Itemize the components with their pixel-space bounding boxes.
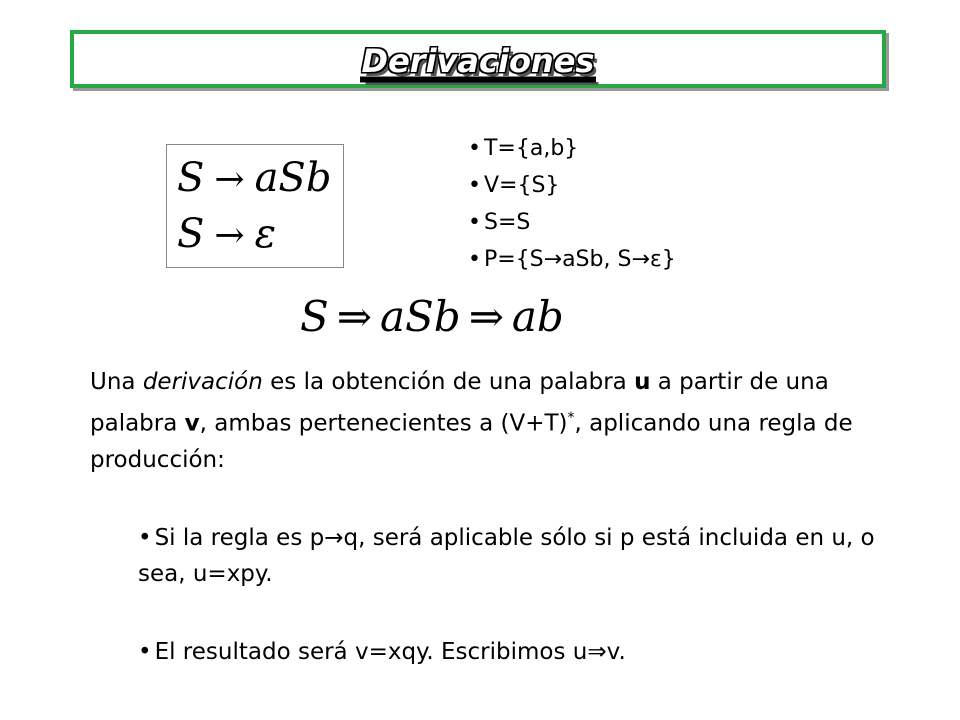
definition-paragraph [90,364,870,478]
rule-1-right: aSb [254,155,332,201]
rule-2-left: S [177,211,205,257]
derivation-step-1: S [300,292,329,341]
bullet-result: • El resultado será v=xqy. Escribimos u⇒v. [138,634,878,670]
derivation-step-3: ab [511,292,564,341]
definition-variables: • V={S} [468,167,676,204]
para-term-derivacion: derivación [142,369,263,395]
derivation-step-2: aSb [379,292,461,341]
definition-start: • S=S [468,204,676,241]
definition-terminals: • T={a,b} [468,130,676,167]
derivation-arrow-2: ⇒ [468,292,504,341]
derivation-example [300,292,564,341]
bullet-rule-applicability: • Si la regla es p→q, será aplicable sólo si p está incluida en u, o sea, u=xpy. [138,520,878,592]
grammar-definition-list [468,130,676,278]
slide-title: Derivaciones [361,42,595,80]
para-text-1: Una [90,369,143,395]
rule-2-right: ε [254,211,277,257]
para-text-5: , aplicando una regla de producción: [90,410,853,473]
rule-1-left: S [177,155,205,201]
para-text-4: , ambas pertenecientes a (V+T) [199,410,568,437]
definition-productions: • P={S→aSb, S→ε} [468,241,676,278]
para-text-2: es la obtención de una palabra [262,369,635,395]
rule-1-arrow: → [214,159,245,200]
grammar-rule-1 [177,155,331,201]
para-text-3: a partir de una palabra [90,369,829,437]
grammar-rule-2 [177,211,276,257]
derivation-arrow-1: ⇒ [336,292,372,341]
grammar-rules-box [166,144,344,268]
title-box [70,30,886,88]
para-word-v: v [184,410,200,437]
rule-2-arrow: → [214,215,245,256]
para-kleene-star: * [567,410,575,426]
para-word-u: u [634,369,651,395]
